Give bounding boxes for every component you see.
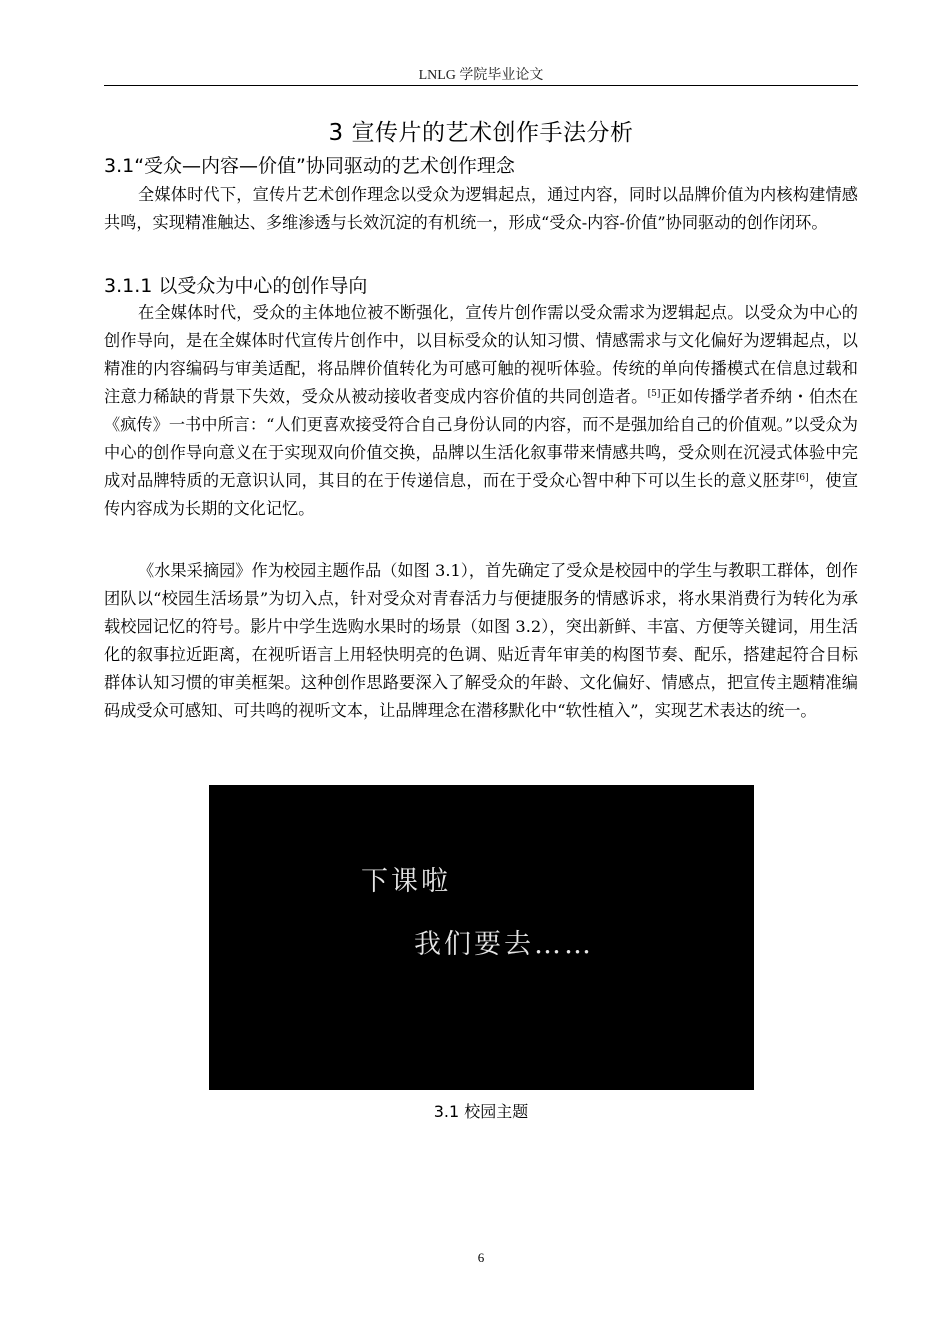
section-heading-3-1-1: 3.1.1 以受众为中心的创作导向 bbox=[104, 275, 368, 297]
paragraph-3-1-1-b: 《水果采摘园》作为校园主题作品（如图 3.1），首先确定了受众是校园中的学生与教职工群体，创作团队以“校园生活场景”为切入点，针对受众对青春活力与便捷服务的情感诉求，将水果消费行为转化为承载校园记忆的符号。影片中学生选购水果时的场景（如图 3.2），突出新鲜、丰富、方便等关键词，用生活化的叙事拉近距离，在视听语言上用轻快明亮的色调、贴近青年审美的构图节奏、配乐，搭建起符合目标群体认知习惯的审美框架。这种创作思路要深入了解受众的年龄、文化偏好、情感点，把宣传主题精准编码成受众可感知、可共鸣的视听文本，让品牌理念在潜移默化中“软性植入”，实现艺术表达的统一。 bbox=[104, 561, 858, 720]
header-title: LNLG 学院毕业论文 bbox=[418, 68, 544, 83]
citation-ref-6: [6] bbox=[795, 473, 809, 483]
figure-3-1-image bbox=[209, 785, 754, 1090]
figure-text-line2: 我们要去…… bbox=[414, 929, 594, 960]
paragraph-3-1-1-a bbox=[104, 299, 858, 523]
figure-caption: 3.1 校园主题 bbox=[433, 1102, 529, 1121]
paragraph-text: 在全媒体时代，受众的主体地位被不断强化，宣传片创作需以受众需求为逻辑起点。以受众为中心的创作导向，是在全媒体时代宣传片创作中，以目标受众的认知习惯、情感需求与文化偏好为逻辑起点，以精准的内容编码与审美适配，将品牌价值转化为可感可触的视听体验。传统的单向传播模式在信息过载和注意力稀缺的背景下失效，受众从被动接收者变成内容价值的共同创造者。 bbox=[104, 303, 858, 406]
paragraph-text: 正如传播学者乔纳・伯杰在《疯传》一书中所言：“人们更喜欢接受符合自己身份认同的内容，而不是强加给自己的价值观。”以受众为中心的创作导向意义在于实现双向价值交换，品牌以生活化叙事带来情感共鸣，受众则在沉浸式体验中完成对品牌特质的无意识认同，其目的在于传递信息，而在于受众心智中种下可以生长的意义胚芽 bbox=[104, 387, 859, 490]
citation-ref-5: [5] bbox=[647, 389, 661, 399]
paragraph-3-1: 全媒体时代下，宣传片艺术创作理念以受众为逻辑起点，通过内容，同时以品牌价值为内核构建情感共鸣，实现精准触达、多维渗透与长效沉淀的有机统一，形成“受众-内容-价值”协同驱动的创作闭环。 bbox=[104, 185, 858, 232]
figure-text-line1: 下课啦 bbox=[361, 866, 451, 897]
page-number: 6 bbox=[477, 1250, 485, 1265]
chapter-title: 3 宣传片的艺术创作手法分析 bbox=[328, 120, 634, 146]
header-divider bbox=[104, 85, 858, 86]
section-heading-3-1: 3.1“受众—内容—价值”协同驱动的艺术创作理念 bbox=[104, 155, 515, 177]
paragraph-text: ，使宣传内容成为长期的文化记忆。 bbox=[104, 471, 859, 518]
